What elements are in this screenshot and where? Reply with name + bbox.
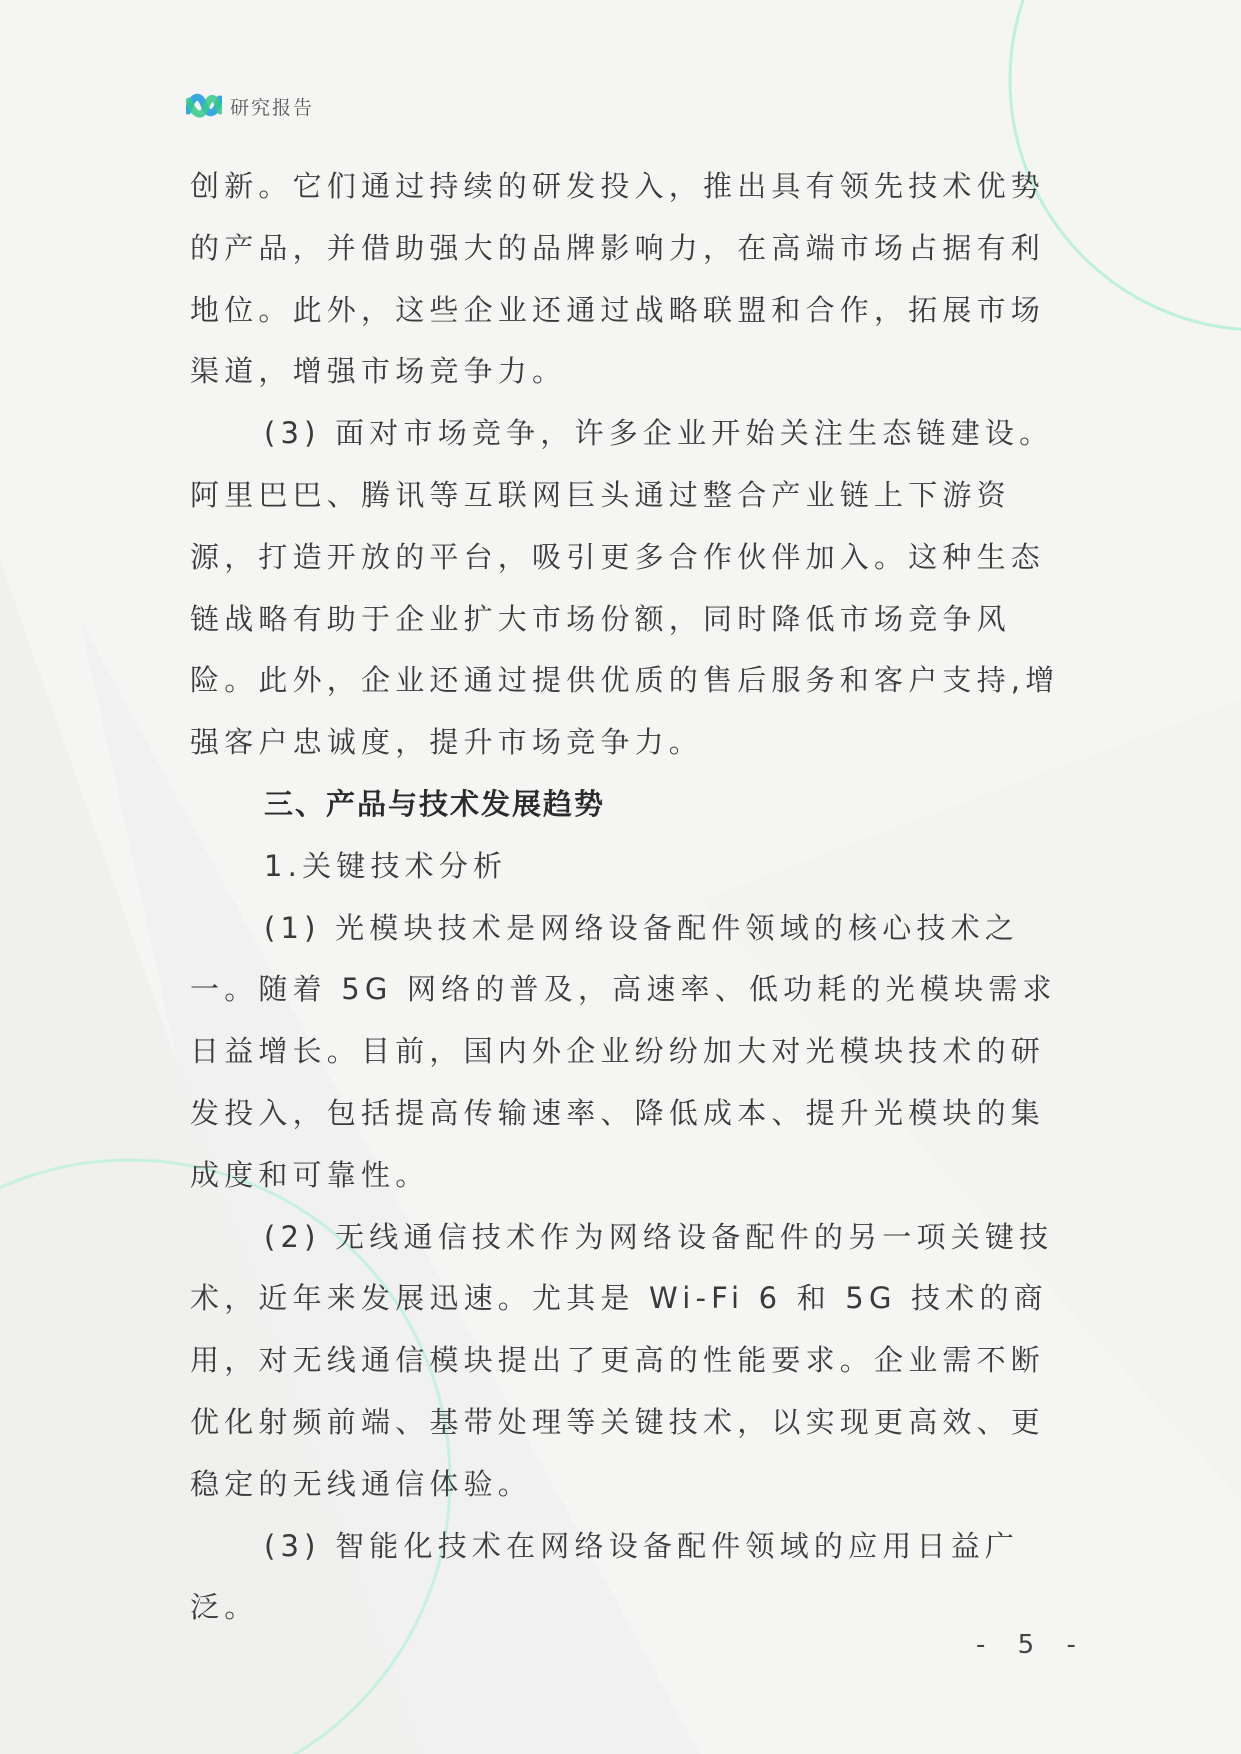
report-logo-icon xyxy=(186,89,222,123)
paragraph-4: (2) 无线通信技术作为网络设备配件的另一项关键技术，近年来发展迅速。尤其是 Wi-Fi 6 和 5G 技术的商用，对无线通信模块提出了更高的性能要求。企业需不断优化射频前端、基带处理等关键技术，以实现更高效、更稳定的无线通信体验。 xyxy=(190,1219,1054,1501)
paragraph-1: 创新。它们通过持续的研发投入，推出具有领先技术优势的产品，并借助强大的品牌影响力，在高端市场占据有利地位。此外，这些企业还通过战略联盟和合作，拓展市场渠道，增强市场竞争力。 xyxy=(190,169,1046,389)
subsection-heading: 1.关键技术分析 xyxy=(264,848,508,883)
paragraph-5: (3) 智能化技术在网络设备配件领域的应用日益广泛。 xyxy=(190,1528,1020,1625)
paragraph-2: (3) 面对市场竞争，许多企业开始关注生态链建设。阿里巴巴、腾讯等互联网巨头通过整合产业链上下游资源，打造开放的平台，吸引更多合作伙伴加入。这种生态链战略有助于企业扩大市场份额，同时降低市场竞争风险。此外，企业还通过提供优质的售后服务和客户支持,增强客户忠诚度，提升市场竞争力。 xyxy=(190,416,1060,760)
section-heading: 三、产品与技术发展趋势 xyxy=(264,786,606,821)
report-header xyxy=(186,86,314,126)
report-body xyxy=(190,156,1060,1639)
paragraph-3: (1) 光模块技术是网络设备配件领域的核心技术之一。随着 5G 网络的普及，高速率、低功耗的光模块需求日益增长。目前，国内外企业纷纷加大对光模块技术的研发投入，包括提高传输速率、降低成本、提升光模块的集成度和可靠性。 xyxy=(190,910,1057,1192)
page-number: - 5 - xyxy=(976,1630,1088,1660)
header-label: 研究报告 xyxy=(230,96,315,119)
